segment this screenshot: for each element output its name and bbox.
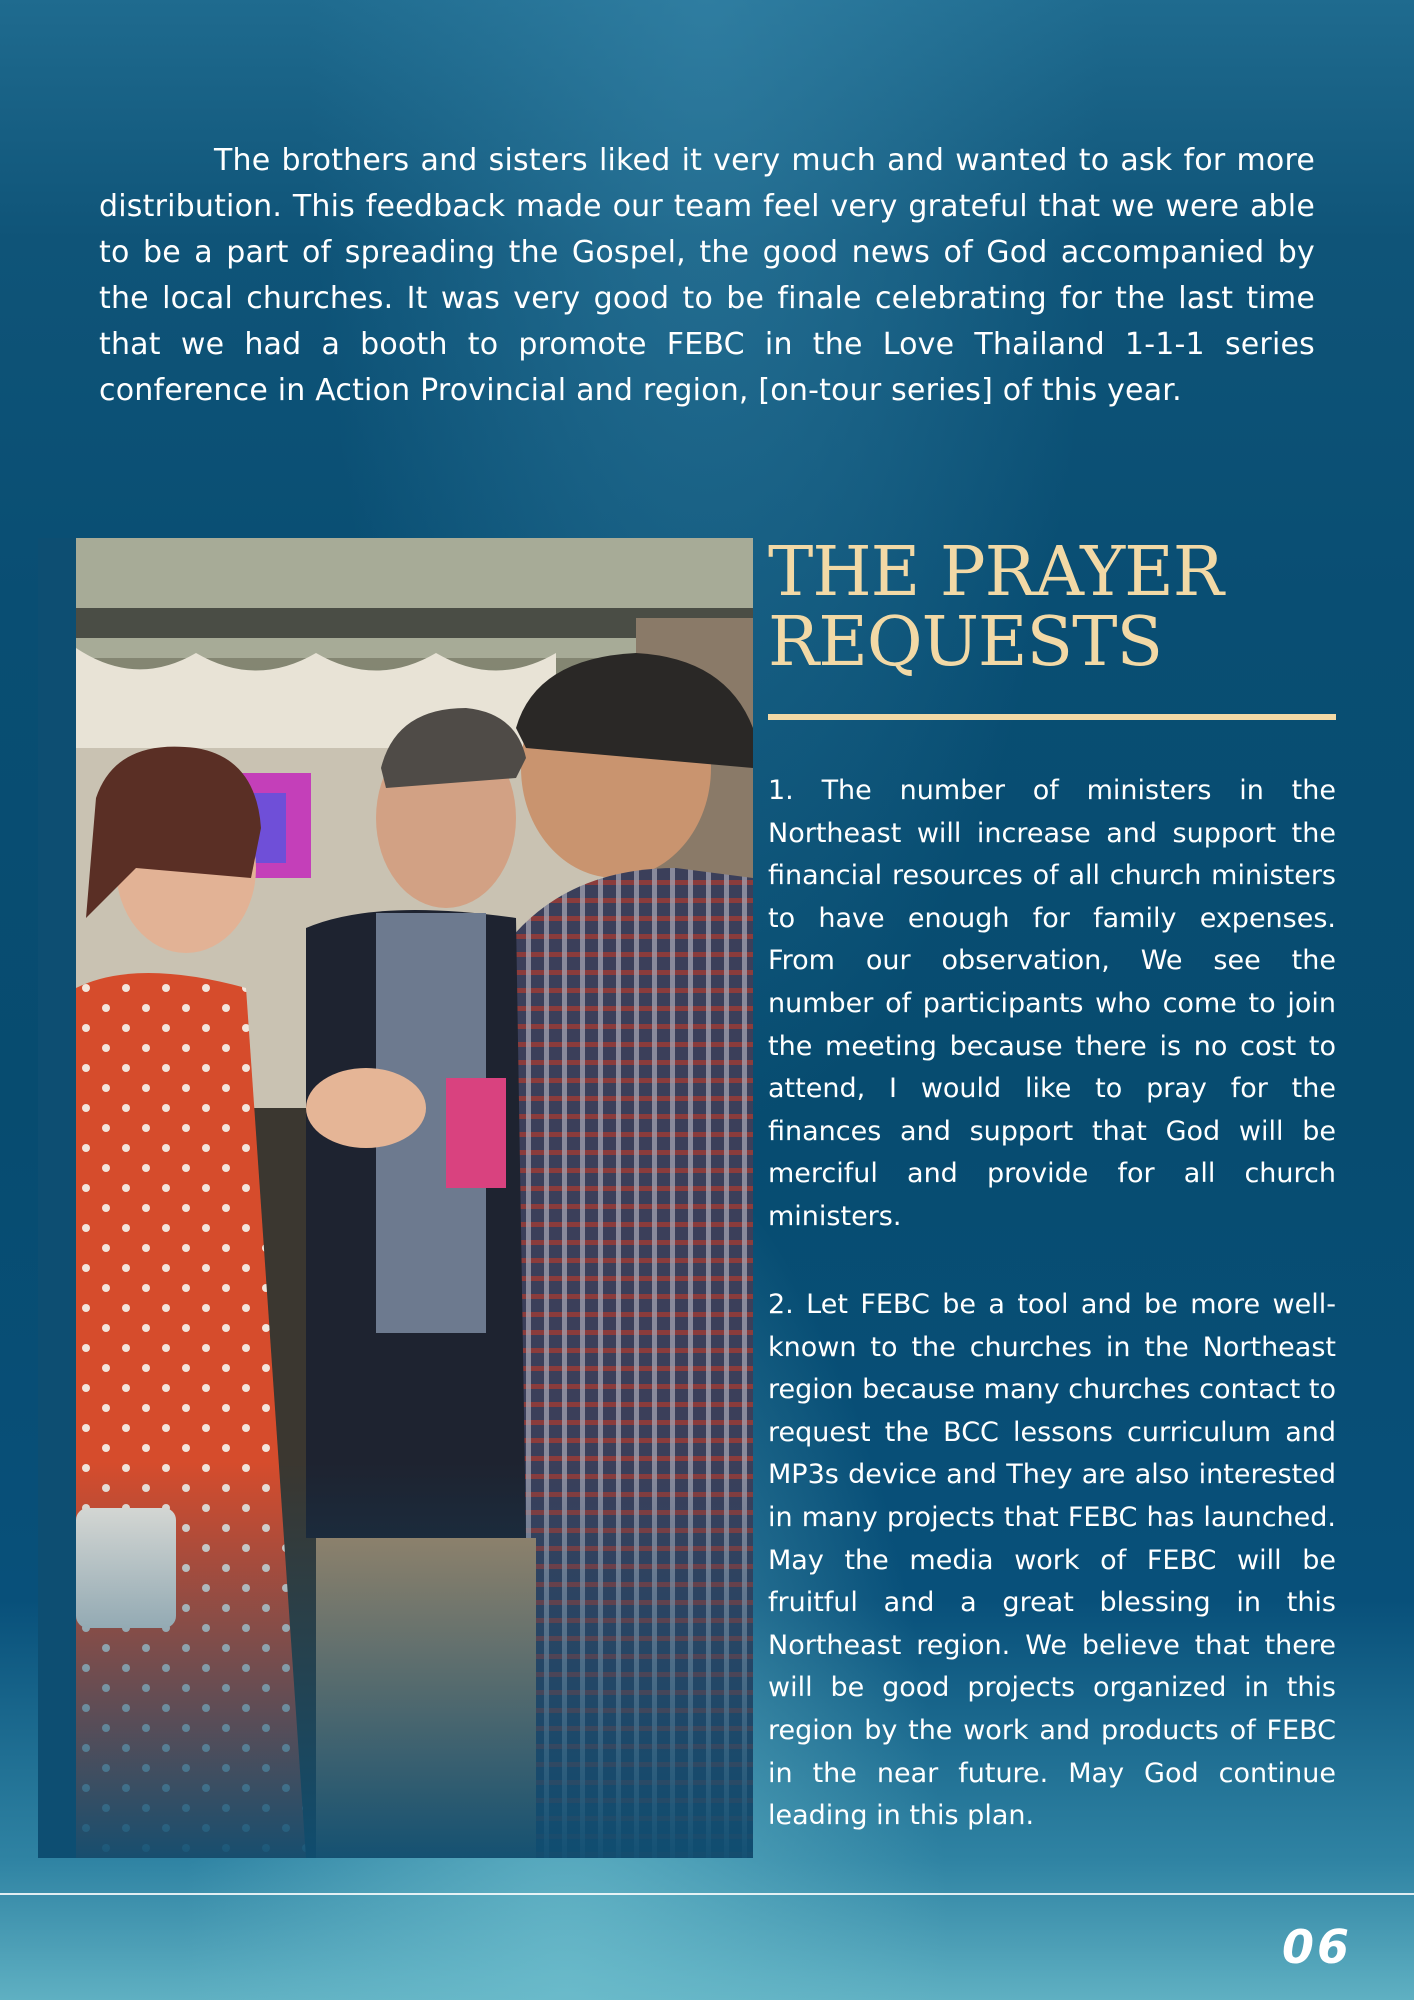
prayer-request-2: 2. Let FEBC be a tool and be more well-known to the churches in the Northeast region because many churches contact to request the BCC lessons curriculum and MP3s device and They are also interested in many projects that FEBC has launched. May the media work of FEBC will be fruitful and a great blessing in this Northeast region. We believe that there will be good projects organized in this region by the work and products of FEBC in the near future. May God continue leading in this plan. [768,1289,1336,1832]
page-number: 06 [1281,1920,1352,1974]
section-heading [768,533,1328,682]
heading-line-2: REQUESTS [768,603,1163,682]
intro-paragraph: The brothers and sisters liked it very much and wanted to ask for more distribution. This feedback made our team feel very grateful that we were able to be a part of spreading the Gospel, the good news of God accompanied by the local churches. It was very good to be finale celebrating for the last time that we had a booth to promote FEBC in the Love Thailand 1-1-1 series conference in Action Provincial and region, [on-tour series] of this year. [99,143,1315,408]
photo-frame [38,538,753,1858]
conference-photo [76,538,753,1858]
prayer-request-1: 1. The number of ministers in the Northeast will increase and support the financial resources of all church ministers to have enough for family expenses. From our observation, We see the number of participants who come to join the meeting because there is no cost to attend, I would like to pray for the finances and support that God will be merciful and provide for all church ministers. [768,775,1336,1232]
footer-divider [0,1893,1414,1895]
heading-line-1: THE PRAYER [768,533,1223,612]
heading-underline [768,714,1336,720]
